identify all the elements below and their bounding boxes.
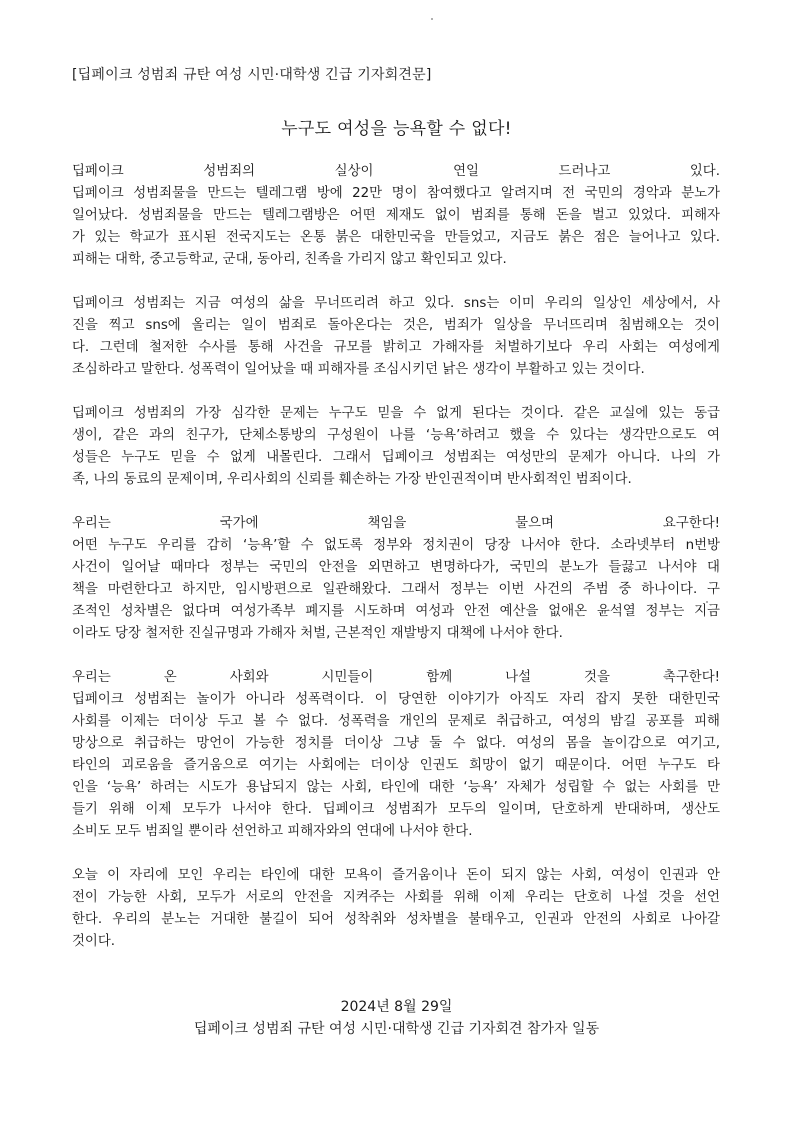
paragraph-line: 소비도 모두 범죄일 뿐이라 선언하고 피해자와의 연대에 나서야 한다. [72,824,473,839]
paragraph-line: 사회를 이제는 더이상 두고 볼 수 없다. 성폭력을 개인의 문제로 취급하고, 여성의 밤길 공포를 피해 [72,714,720,729]
paragraph-line: 망상으로 취급하는 망언이 가능한 정치를 더이상 그냥 둘 수 없다. 여성의 몸을 놀이감으로 여기고, [72,736,720,751]
paragraph-line: 이라도 당장 철저한 진실규명과 가해자 처벌, 근본적인 재발방지 대책에 나서야 한다. [72,626,563,641]
paragraph-line: 일어났다. 성범죄물을 만드는 텔레그램방은 어떤 제재도 없이 범죄를 통해 돈을 벌고 있었다. 피해자 [72,208,720,223]
paragraph-line: 조적인 성차별은 없다며 여성가족부 폐지를 시도하며 여성과 안전 예산을 없애온 윤석열 정부는 지금 [72,604,720,619]
paragraph [72,161,720,271]
scan-speck [431,18,433,20]
paragraph-line: 진을 찍고 sns에 올리는 일이 범죄로 돌아온다는 것은, 범죄가 일상을 무너뜨리며 침범해오는 것이 [72,318,720,333]
paragraph-line: 딥페이크 성범죄의 가장 심각한 문제는 누구도 믿을 수 없게 된다는 것이다. 같은 교실에 있는 동급 [72,406,720,421]
paragraph-line: 인을 ‘능욕’ 하려는 시도가 용납되지 않는 사회, 타인에 대한 ‘능욕’ 자체가 성립할 수 없는 사회를 만 [72,780,720,795]
paragraph [72,293,720,381]
paragraph-line: 성들은 누구도 믿을 수 없게 내몰린다. 그래서 딥페이크 성범죄는 여성만의 문제가 아니다. 나의 가 [72,450,720,465]
paragraph-line: 우리는 온 사회와 시민들이 함께 나설 것을 촉구한다! [72,670,720,685]
paragraph [72,403,720,491]
paragraph-line: 딥페이크 성범죄는 지금 여성의 삶을 무너뜨리려 하고 있다. sns는 이미 우리의 일상인 세상에서, 사 [72,296,720,311]
signature: 딥페이크 성범죄 규탄 여성 시민·대학생 긴급 기자회견 참가자 일동 [193,1021,600,1037]
paragraph-line: 것이다. [72,934,116,949]
paragraph-line: 다. 그런데 철저한 수사를 통해 사건을 규모를 밝히고 가해자를 처벌하기보다 우리 사회는 여성에게 [72,340,720,355]
paragraph-line: 오늘 이 자리에 모인 우리는 타인에 대한 모욕이 즐거움이나 돈이 되지 않는 사회, 여성이 인권과 안 [72,868,720,883]
paragraph-line: 들기 위해 이제 모두가 나서야 한다. 딥페이크 성범죄가 모두의 일이며, 단호하게 반대하며, 생산도 [72,802,720,817]
paragraph-line: 어떤 누구도 우리를 감히 ‘능욕’할 수 없도록 정부와 정치권이 당장 나서야 한다. 소라넷부터 n번방 [72,538,720,553]
paragraph-line: 딥페이크 성범죄의 실상이 연일 드러나고 있다. [72,164,720,179]
paragraph-line: 우리는 국가에 책임을 물으며 요구한다! [72,516,720,531]
paragraph [72,513,720,645]
statement-body [72,161,720,975]
page-title: 누구도 여성을 능욕할 수 없다! [281,119,512,139]
paragraph-line: 생이, 같은 과의 친구가, 단체소통방의 구성원이 나를 ‘능욕’하려고 했을 수 있다는 생각만으로도 여 [72,428,720,443]
paragraph-line: 전이 가능한 사회, 모두가 서로의 안전을 지켜주는 사회를 위해 이제 우리는 단호히 나설 것을 선언 [72,890,720,905]
paragraph-line: 딥페이크 성범죄는 놀이가 아니라 성폭력이다. 이 당연한 이야기가 아직도 자리 잡지 못한 대한민국 [72,692,720,707]
paragraph-line: 타인의 괴로움을 즐거움으로 여기는 사회에는 더이상 인권도 희망이 없기 때문이다. 어떤 누구도 타 [72,758,720,773]
paragraph-line: 가 있는 학교가 표시된 전국지도는 온통 붉은 대한민국을 만들었고, 지금도 붉은 점은 늘어나고 있다. [72,230,720,245]
paragraph [72,667,720,843]
paragraph-line: 책을 마련한다고 하지만, 임시방편으로 일관해왔다. 그래서 정부는 이번 사건의 주범 중 하나이다. 구 [72,582,720,597]
paragraph [72,865,720,953]
paragraph-line: 사건이 일어날 때마다 정부는 국민의 안전을 외면하고 변명하다가, 국민의 분노가 들끓고 나서야 대 [72,560,720,575]
statement-date: 2024년 8월 29일 [340,999,453,1015]
header-note: [딥페이크 성범죄 규탄 여성 시민·대학생 긴급 기자회견문] [72,67,432,83]
paragraph-line: 조심하라고 말한다. 성폭력이 일어났을 때 피해자를 조심시키던 낡은 생각이 부활하고 있는 것이다. [72,362,645,377]
paragraph-line: 한다. 우리의 분노는 거대한 불길이 되어 성착취와 성차별을 불태우고, 인권과 안전의 사회로 나아갈 [72,912,720,927]
paragraph-line: 족, 나의 동료의 문제이며, 우리사회의 신뢰를 훼손하는 가장 반인권적이며 반사회적인 범죄이다. [72,472,632,487]
paragraph-line: 피해는 대학, 중고등학교, 군대, 동아리, 친족을 가리지 않고 확인되고 있다. [72,252,507,267]
paragraph-line: 딥페이크 성범죄물을 만드는 텔레그램 방에 22만 명이 참여했다고 알려지며 전 국민의 경악과 분노가 [72,186,720,201]
